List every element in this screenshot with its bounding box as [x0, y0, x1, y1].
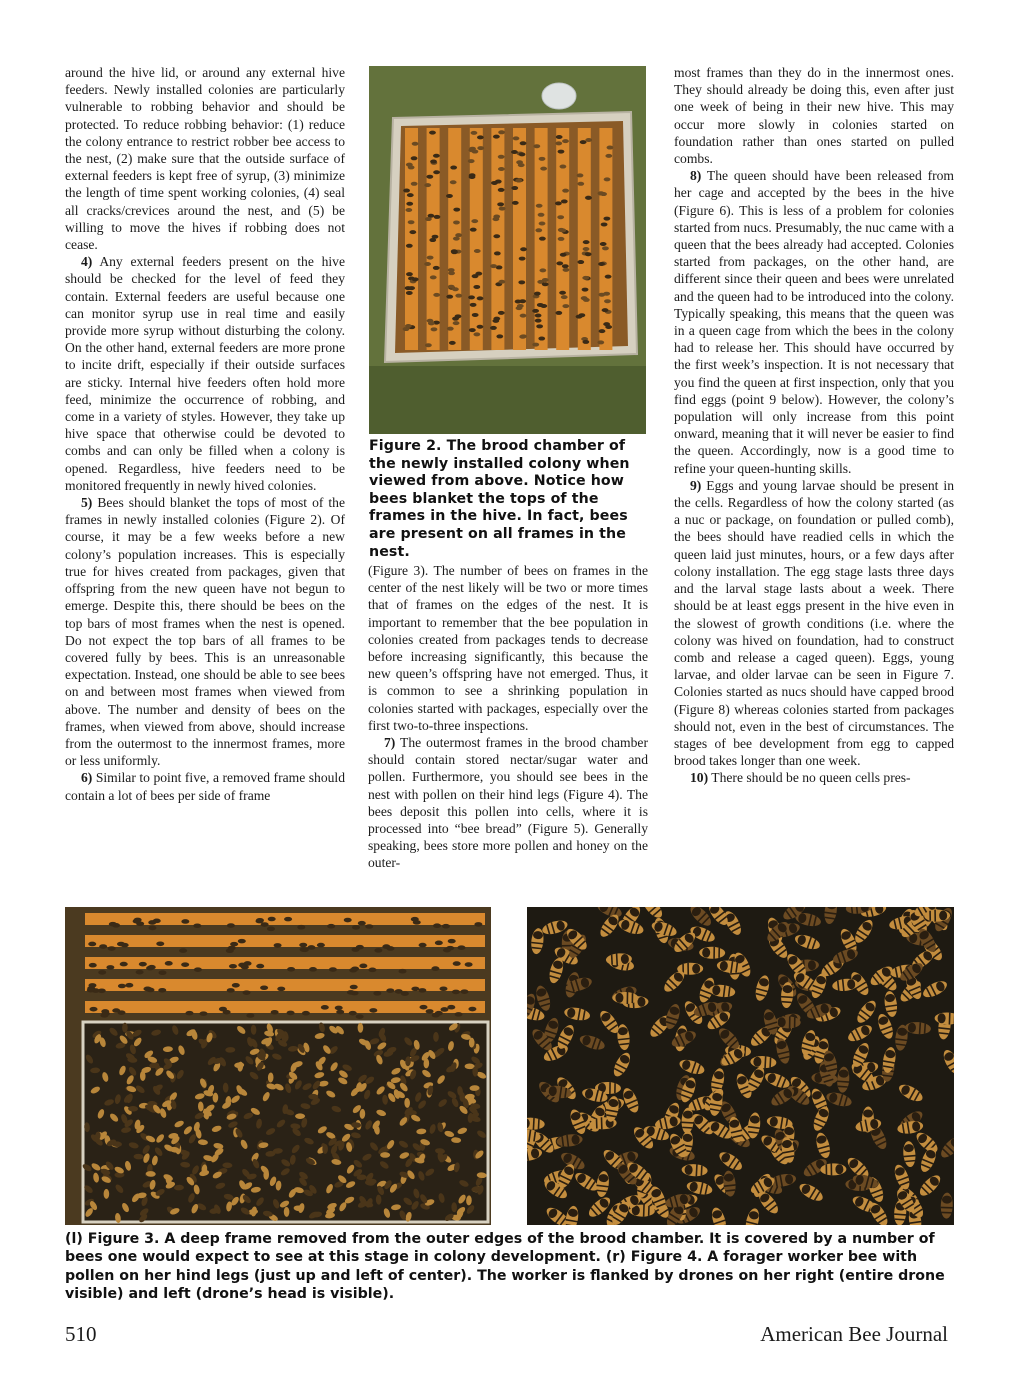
- paragraph: 4) Any external feeders present on the hive should be checked for the level of feed they contain. External feeders are useful because one can monitor syrup use in real time and easily provide more syrup without disturbing the colony. On the other hand, external feeders are more prone to incite drift, especially if their outside surfaces are sticky. Internal hive feeders often hold more feed, minimize the occurrence of robbing, and come in a variety of styles. However, they take up hive space that otherwise could be devoted to combs and can only be filled when a colony is opened. Regardless, hive feeders need to be monitored frequently in newly hived colonies.: [65, 254, 345, 493]
- text-column-2: [368, 562, 648, 872]
- paragraph: 6) Similar to point five, a removed frame should contain a lot of bees per side of frame: [65, 770, 346, 803]
- figures-3-4-caption: (l) Figure 3. A deep frame removed from the outer edges of the brood chamber. It is covered by a number of bees one would expect to see at this stage in colony development. (r) Figure 4. A forager worker bee with pollen on her hind legs (just up and left of center). The worker is flanked by drones on her right (entire drone visible) and left (drone’s head is visible).: [65, 1231, 945, 1303]
- figure-2-caption: Figure 2. The brood chamber of the newly installed colony when viewed from above. Notice how bees blanket the tops of the frames in the hive. In fact, bees are present on all frames in the nest.: [369, 438, 630, 560]
- bees-on-comb-image: [527, 907, 954, 1225]
- paragraph: most frames than they do in the innermost ones. They should already be doing this, even after just one week of being in their new hive. This may occur more slowly in colonies started on foundation rather than ones started on pulled combs.: [674, 65, 954, 167]
- figure-4-photo: [527, 907, 954, 1225]
- text-column-1: [65, 64, 345, 804]
- paragraph: 5) Bees should blanket the tops of most of the frames in newly installed colonies (Figure 2). Of course, it may be a few weeks before a new colony’s population increases. This is especially true for hives created from packages, given that offspring from the new queen have not begun to emerge. Despite this, there should be bees on the top bars of most frames when the nest is opened. Do not expect the top bars of all frames to be covered fully by bees. This is an unreasonable expectation. Instead, one should be able to see bees on and between most frames when viewed from above. The number and density of bees on the frames, when viewed from above, should increase from the outermost to the innermost frames, more or less uniformly.: [65, 495, 346, 769]
- paragraph: 10) There should be no queen cells pres-: [690, 770, 911, 786]
- text-column-3: [674, 64, 954, 787]
- paragraph: 8) The queen should have been released from her cage and accepted by the bees in the hive (Figure 6). This is less of a problem for colonies started from nucs. Presumably, the nuc came with a queen that the bees already had accepted. Colonies started from packages, on the other hand, are different since their queen and bees were unrelated and the queen had to be introduced into the colony. Typically speaking, this means that the queen was in a queen cage from which the bees in the colony had to release her. This should have occurred by the first week’s inspection. It is not necessary that you find the queen at first inspection, only that you find eggs (point 9 below). However, the colony’s population will only increase from this point onward, meaning that it will never be easier to find the queen. Accordingly, now is a good time to refine your queen-hunting skills.: [674, 168, 955, 476]
- page-number: 510: [65, 1322, 97, 1346]
- figure-2-photo: [369, 66, 646, 434]
- deep-frame-image: [65, 907, 491, 1225]
- paragraph: 7) The outermost frames in the brood chamber should contain stored nectar/sugar water and pollen. Furthermore, you should see bees in the nest with pollen on their hind legs (Figure 4). The bees deposit this pollen into cells, where it is processed into “bee bread” (Figure 5). Generally speaking, bees store more pollen and honey on the outer-: [368, 735, 648, 871]
- figure-3-photo: [65, 907, 491, 1225]
- paragraph: 9) Eggs and young larvae should be present in the cells. Regardless of how the colony started (as a nuc or package, on foundation or pulled comb), the bees should have readied cells in which the queen laid just minutes, hours, or a few days after colony installation. The egg stage lasts three days and the larval stage lasts about a week. There should be at least eggs present in the hive even in the slowest of growth conditions (i.e. where the colony was hived on foundation, had to construct comb and release a caged queen). Eggs, young larvae, and older larvae can be seen in Figure 7. Colonies started as nucs should have capped brood (Figure 8) whereas colonies started from packages should not, even in the best of circumstances. The stages of bee development from egg to capped brood takes longer than one week.: [674, 477, 954, 769]
- paragraph: around the hive lid, or around any external hive feeders. Newly installed colonies are particularly vulnerable to robbing behavior and should be protected. To reduce robbing behavior: (1) reduce the colony entrance to restrict robber bee access to the nest, (2) make sure that the outside surface of external feeders is kept free of syrup, (3) minimize the length of time spent working colonies, (4) seal all cracks/crevices around the nest, and (5) be willing to move the hives if robbing does not cease.: [65, 65, 345, 253]
- hive-top-view-image: [369, 66, 646, 434]
- paragraph: (Figure 3). The number of bees on frames in the center of the nest likely will be two or more times that of frames on the edges of the nest. It is important to remember that the bee population in colonies created from packages tends to decrease before increasing significantly, this because the new queen’s offspring have not emerged. Thus, it is common to see a shrinking population in colonies started with packages, especially over the first two-to-three inspections.: [368, 563, 648, 733]
- journal-name: American Bee Journal: [760, 1322, 948, 1346]
